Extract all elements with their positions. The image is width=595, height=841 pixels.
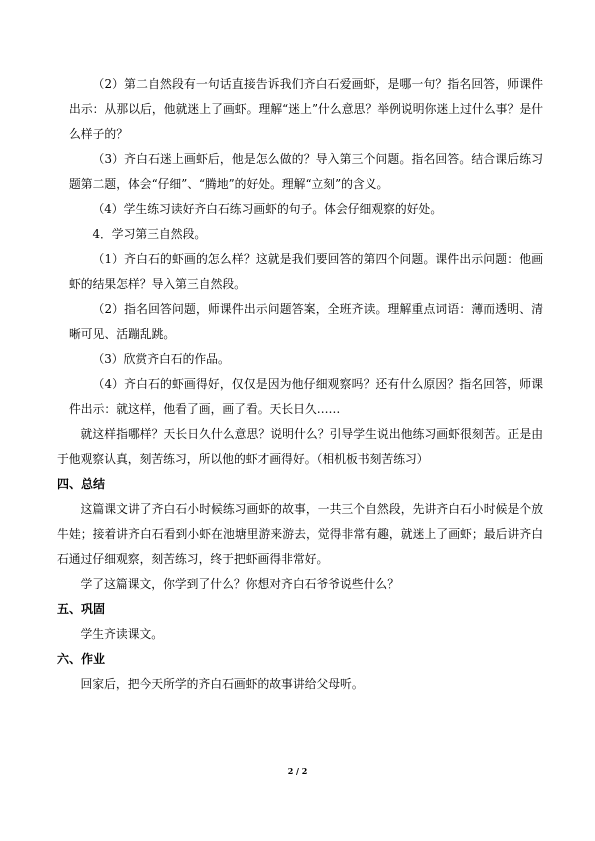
paragraph-section4: 4．学习第三自然段。 (92, 227, 207, 241)
paragraph-summary: 这篇课文讲了齐白石小时候练习画虾的故事，一共三个自然段，先讲齐白石小时候是个放牛娃；接着讲齐白石看到小虾在池塘里游来游去，觉得非常有趣，就迷上了画虾；最后讲齐白石通过仔细观察，刻苦练习，终于把虾画得非常好。 (57, 502, 543, 566)
heading-summary: 四、总结 (57, 477, 106, 491)
page-number: 2 / 2 (287, 766, 308, 776)
paragraph-step2: （2）第二自然段有一句话直接告诉我们齐白石爱画虾，是哪一句？指名回答，师课件出示：从那以后，他就迷上了画虾。理解“迷上”什么意思？举例说明你迷上过什么事？是什么样子的？ (69, 77, 543, 141)
paragraph-reflection: 学了这篇课文，你学到了什么？你想对齐白石爷爷说些什么？ (80, 577, 400, 591)
paragraph-homework: 回家后，把今天所学的齐白石画虾的故事讲给父母听。 (80, 677, 364, 691)
heading-homework: 六、作业 (57, 652, 106, 666)
paragraph-step4: （4）学生练习读好齐白石练习画虾的句子。体会仔细观察的好处。 (92, 202, 443, 216)
paragraph-consolidation: 学生齐读课文。 (80, 627, 164, 641)
paragraph-q1: （1）齐白石的虾画的怎么样？这就是我们要回答的第四个问题。课件出示问题：他画虾的结果怎样？导入第三自然段。 (69, 252, 543, 291)
paragraph-q3: （3）欣赏齐白石的作品。 (92, 352, 230, 366)
paragraph-explanation: 就这样指哪样？天长日久什么意思？说明什么？引导学生说出他练习画虾很刻苦。正是由于他观察认真，刻苦练习，所以他的虾才画得好。（相机板书刻苦练习） (57, 427, 543, 466)
paragraph-q2: （2）指名回答问题，师课件出示问题答案，全班齐读。理解重点词语：薄而透明、清晰可见、活蹦乱跳。 (69, 302, 543, 341)
paragraph-step3: （3）齐白石迷上画虾后，他是怎么做的？导入第三个问题。指名回答。结合课后练习题第二题，体会“仔细”、“腾地”的好处。理解“立刻”的含义。 (69, 152, 543, 191)
paragraph-q4: （4）齐白石的虾画得好，仅仅是因为他仔细观察吗？还有什么原因？指名回答，师课件出示：就这样，他看了画，画了看。天长日久…… (69, 377, 543, 416)
heading-consolidation: 五、巩固 (57, 602, 106, 616)
document-body (57, 72, 543, 697)
